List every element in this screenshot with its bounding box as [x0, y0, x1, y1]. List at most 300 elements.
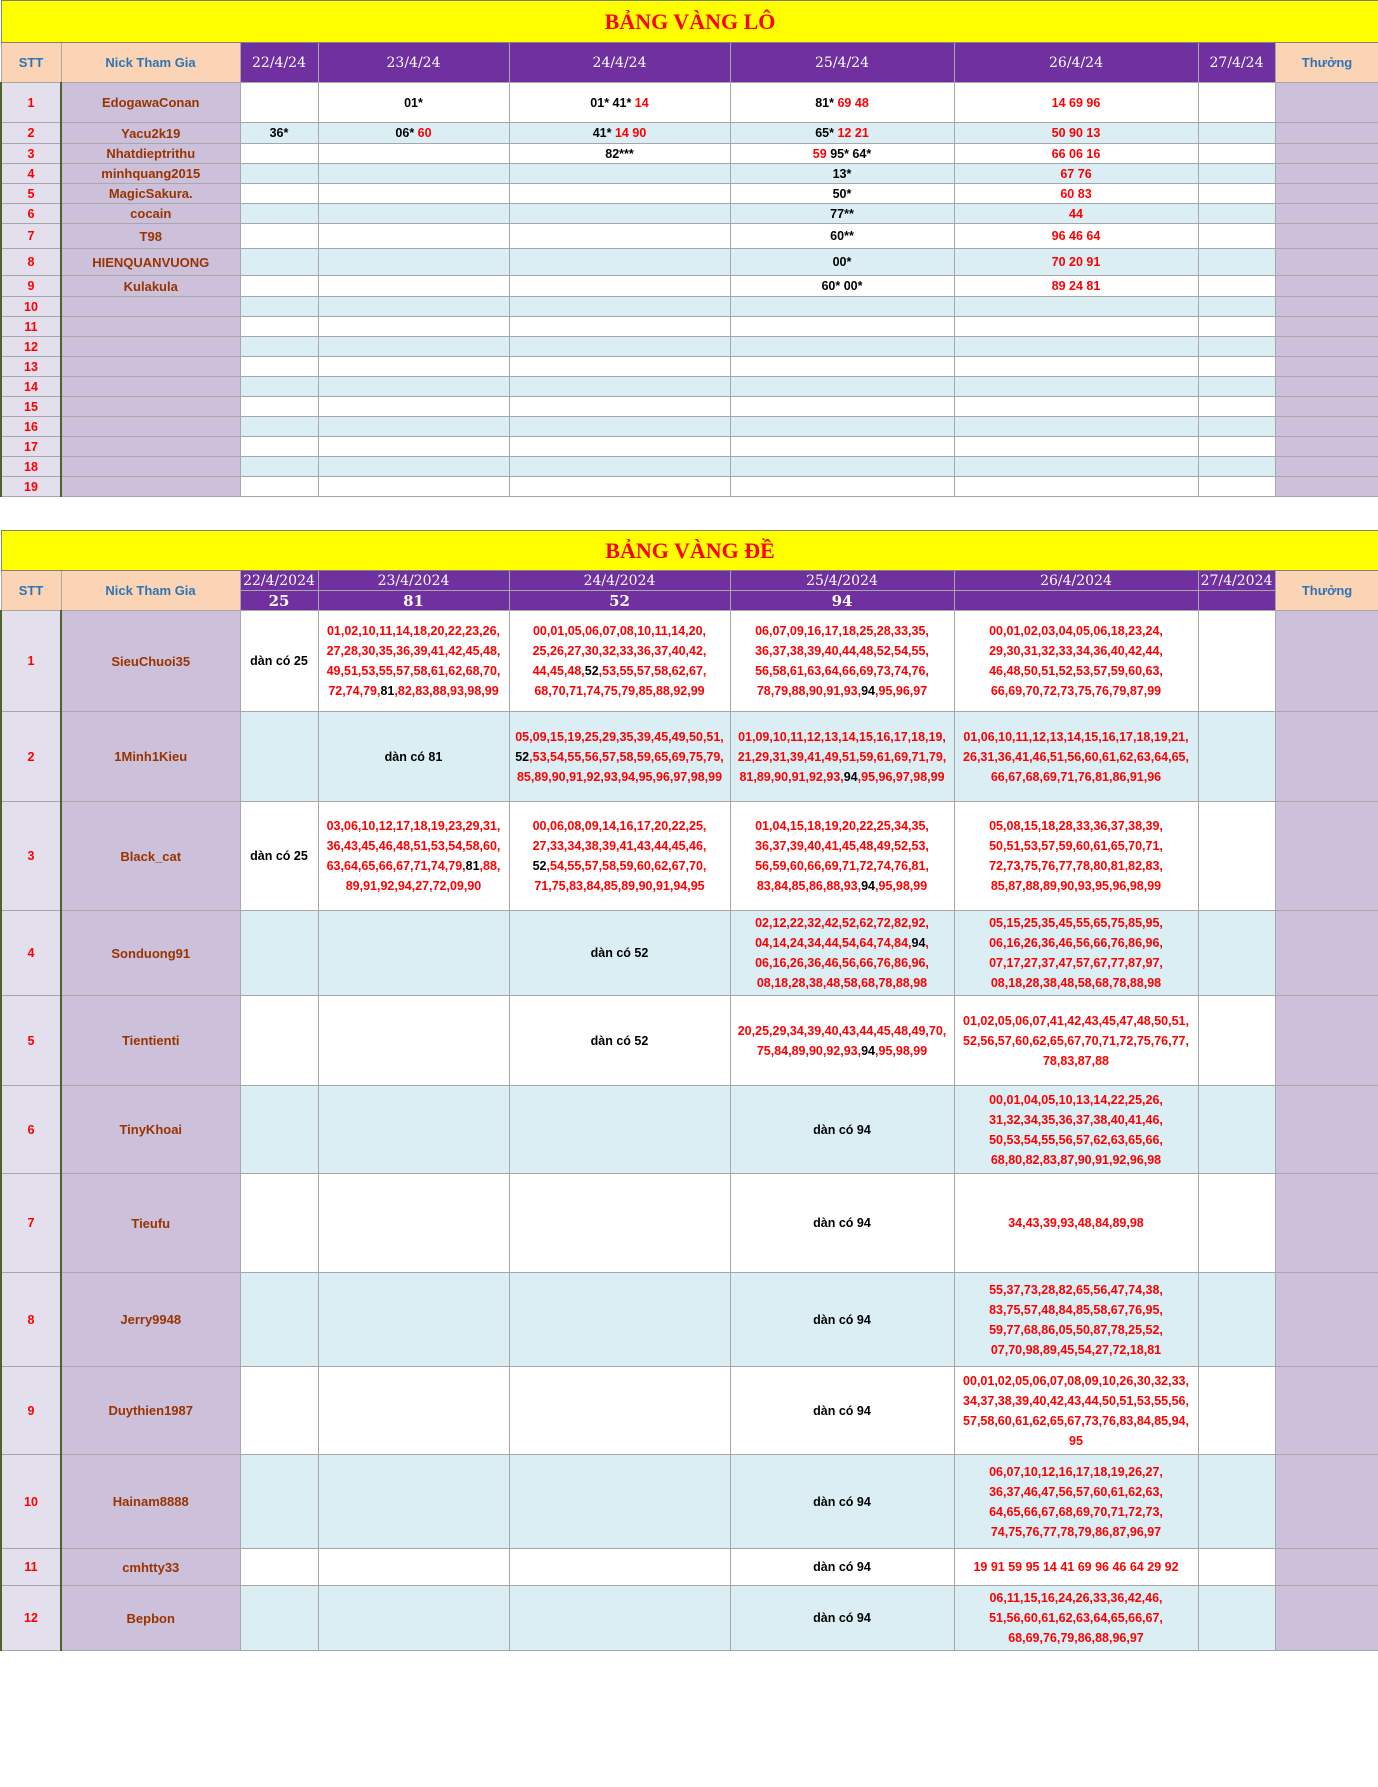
lo-row — [1, 317, 1378, 337]
lo-row-nick — [61, 437, 240, 457]
lo-row-stt: 16 — [1, 417, 61, 437]
lo-cell — [509, 437, 730, 457]
lo-header-date: 22/4/24 — [240, 43, 318, 83]
de-header-nick: Nick Tham Gia — [61, 571, 240, 611]
lo-cell: 01* 41* 14 — [509, 83, 730, 123]
lo-row-reward — [1275, 297, 1378, 317]
lo-cell — [954, 397, 1198, 417]
lo-cell — [240, 337, 318, 357]
lo-cell — [1198, 249, 1275, 276]
de-number-list: 55,37,73,28,82,65,56,47,74,38, 83,75,57,48,84,85,58,67,76,95, 59,77,68,86,05,50,87,78,25,52, 07,70,98,89,45,54,27,72,18,81 — [954, 1273, 1198, 1367]
lo-cell — [318, 184, 509, 204]
lo-cell — [318, 417, 509, 437]
lo-row-stt: 1 — [1, 83, 61, 123]
lo-row — [1, 297, 1378, 317]
de-row-nick: Jerry9948 — [61, 1273, 240, 1367]
lo-row — [1, 437, 1378, 457]
de-number-list: 06,11,15,16,24,26,33,36,42,46, 51,56,60,61,62,63,64,65,66,67, 68,69,76,79,86,88,96,97 — [954, 1586, 1198, 1651]
lo-cell — [509, 357, 730, 377]
lo-cell — [240, 184, 318, 204]
de-number-list: 01,04,15,18,19,20,22,25,34,35, 36,37,39,40,41,45,48,49,52,53, 56,59,60,66,69,71,72,74,76,81, 83,84,85,86,88,93,94,95,98,99 — [730, 802, 954, 911]
de-header-date: 26/4/2024 — [954, 571, 1198, 591]
lo-header-date: 23/4/24 — [318, 43, 509, 83]
lo-cell — [509, 477, 730, 497]
de-dan-label: dàn có 25 — [240, 611, 318, 712]
de-number-list: 05,08,15,18,28,33,36,37,38,39, 50,51,53,57,59,60,61,65,70,71, 72,73,75,76,77,78,80,81,82,83, 85,87,88,89,90,93,95,96,98,99 — [954, 802, 1198, 911]
lo-cell — [318, 249, 509, 276]
lo-row — [1, 276, 1378, 297]
de-empty-cell — [509, 1586, 730, 1651]
de-row — [1, 1086, 1378, 1174]
lo-row-reward — [1275, 144, 1378, 164]
lo-cell — [240, 224, 318, 249]
de-row-reward — [1275, 1586, 1378, 1651]
lo-cell — [1198, 297, 1275, 317]
lo-row-stt: 18 — [1, 457, 61, 477]
lo-row — [1, 204, 1378, 224]
lo-cell: 96 46 64 — [954, 224, 1198, 249]
lo-cell — [509, 204, 730, 224]
de-empty-cell — [318, 1086, 509, 1174]
de-row — [1, 1586, 1378, 1651]
lo-cell: 67 76 — [954, 164, 1198, 184]
lo-row-stt: 3 — [1, 144, 61, 164]
lo-cell: 77** — [730, 204, 954, 224]
de-number-list: 00,01,04,05,10,13,14,22,25,26, 31,32,34,35,36,37,38,40,41,46, 50,53,54,55,56,57,62,63,65,66, 68,80,82,83,87,90,91,92,96,98 — [954, 1086, 1198, 1174]
de-row-nick: Bepbon — [61, 1586, 240, 1651]
de-row-reward — [1275, 996, 1378, 1086]
de-header-date: 25/4/2024 — [730, 571, 954, 591]
lo-row-stt: 17 — [1, 437, 61, 457]
de-row-nick: Tientienti — [61, 996, 240, 1086]
de-empty-cell — [240, 911, 318, 996]
lo-row — [1, 457, 1378, 477]
de-row-reward — [1275, 1174, 1378, 1273]
de-dan-label: dàn có 94 — [730, 1174, 954, 1273]
lo-cell — [318, 377, 509, 397]
de-row — [1, 911, 1378, 996]
de-row-reward — [1275, 802, 1378, 911]
de-row-reward — [1275, 1367, 1378, 1455]
lo-cell — [318, 317, 509, 337]
de-row-reward — [1275, 911, 1378, 996]
lo-cell — [954, 377, 1198, 397]
lo-row — [1, 397, 1378, 417]
lo-row — [1, 184, 1378, 204]
lo-row — [1, 224, 1378, 249]
lo-cell — [1198, 437, 1275, 457]
lo-cell — [1198, 457, 1275, 477]
lo-row-reward — [1275, 357, 1378, 377]
de-empty-cell — [1198, 1086, 1275, 1174]
de-empty-cell — [509, 1549, 730, 1586]
de-number-list: 01,02,05,06,07,41,42,43,45,47,48,50,51, 52,56,57,60,62,65,67,70,71,72,75,76,77, 78,83,87,88 — [954, 996, 1198, 1086]
de-number-list: 06,07,09,16,17,18,25,28,33,35, 36,37,38,39,40,44,48,52,54,55, 56,58,61,63,64,66,69,73,74,76, 78,79,88,90,91,93,94,95,96,97 — [730, 611, 954, 712]
lo-row-nick: Yacu2k19 — [61, 123, 240, 144]
de-number-list: 00,01,05,06,07,08,10,11,14,20, 25,26,27,30,32,33,36,37,40,42, 44,45,48,52,53,55,57,58,62,67, 68,70,71,74,75,79,85,88,92,99 — [509, 611, 730, 712]
lo-row-reward — [1275, 276, 1378, 297]
de-header-date: 22/4/2024 — [240, 571, 318, 591]
lo-cell — [240, 276, 318, 297]
lo-row-stt: 19 — [1, 477, 61, 497]
de-row — [1, 712, 1378, 802]
de-empty-cell — [318, 1586, 509, 1651]
lo-row-reward — [1275, 204, 1378, 224]
lo-cell — [730, 357, 954, 377]
lo-cell — [240, 397, 318, 417]
de-empty-cell — [318, 1273, 509, 1367]
de-number-list: 34,43,39,93,48,84,89,98 — [954, 1174, 1198, 1273]
lo-row — [1, 377, 1378, 397]
de-header-date: 27/4/2024 — [1198, 571, 1275, 591]
de-row-reward — [1275, 1273, 1378, 1367]
lo-cell — [730, 437, 954, 457]
lo-title: BẢNG VÀNG LÔ — [1, 1, 1378, 43]
de-number-list: 01,06,10,11,12,13,14,15,16,17,18,19,21, 26,31,36,41,46,51,56,60,61,62,63,64,65, 66,67,68,69,71,76,81,86,91,96 — [954, 712, 1198, 802]
lo-cell — [318, 357, 509, 377]
lo-cell — [1198, 317, 1275, 337]
lo-cell — [730, 457, 954, 477]
lo-header-reward: Thưởng — [1275, 43, 1378, 83]
lo-cell — [1198, 164, 1275, 184]
lo-cell: 13* — [730, 164, 954, 184]
lo-row-nick: Kulakula — [61, 276, 240, 297]
de-row-nick: cmhtty33 — [61, 1549, 240, 1586]
de-row-stt: 8 — [1, 1273, 61, 1367]
de-row — [1, 1455, 1378, 1549]
lo-cell — [730, 317, 954, 337]
lo-cell: 81* 69 48 — [730, 83, 954, 123]
lo-cell — [318, 297, 509, 317]
de-row-reward — [1275, 1549, 1378, 1586]
de-empty-cell — [240, 1273, 318, 1367]
lo-header-date: 26/4/24 — [954, 43, 1198, 83]
lo-cell — [318, 337, 509, 357]
de-table — [0, 530, 1378, 1651]
lo-cell — [509, 224, 730, 249]
lo-row — [1, 144, 1378, 164]
lo-row — [1, 417, 1378, 437]
de-empty-cell — [240, 1174, 318, 1273]
de-number-list: 00,01,02,05,06,07,08,09,10,26,30,32,33, 34,37,38,39,40,42,43,44,50,51,53,55,56, 57,58,60,61,62,65,67,73,76,83,84,85,94, 95 — [954, 1367, 1198, 1455]
de-row-reward — [1275, 712, 1378, 802]
lo-cell — [954, 477, 1198, 497]
lo-cell — [318, 224, 509, 249]
de-number-list: 02,12,22,32,42,52,62,72,82,92, 04,14,24,34,44,54,64,74,84,94, 06,16,26,36,46,56,66,76,86,96, 08,18,28,38,48,58,68,78,88,98 — [730, 911, 954, 996]
de-number-list: 01,02,10,11,14,18,20,22,23,26, 27,28,30,35,36,39,41,42,45,48, 49,51,53,55,57,58,61,62,68,70, 72,74,79,81,82,83,88,93,98,99 — [318, 611, 509, 712]
lo-cell — [240, 249, 318, 276]
lo-cell — [240, 437, 318, 457]
de-header-stt: STT — [1, 571, 61, 611]
lo-cell — [240, 357, 318, 377]
lo-row-nick — [61, 417, 240, 437]
lo-row — [1, 357, 1378, 377]
lo-cell — [730, 337, 954, 357]
de-row — [1, 1273, 1378, 1367]
de-empty-cell — [1198, 712, 1275, 802]
de-row-reward — [1275, 1086, 1378, 1174]
lo-row — [1, 477, 1378, 497]
de-row-nick: Black_cat — [61, 802, 240, 911]
lo-cell — [318, 457, 509, 477]
de-empty-cell — [509, 1086, 730, 1174]
de-dan-label: dàn có 81 — [318, 712, 509, 802]
lo-row-nick — [61, 397, 240, 417]
de-result: 25 — [240, 591, 318, 611]
lo-cell — [240, 457, 318, 477]
de-row-stt: 12 — [1, 1586, 61, 1651]
de-row-nick: Sonduong91 — [61, 911, 240, 996]
de-row-stt: 11 — [1, 1549, 61, 1586]
de-empty-cell — [1198, 1455, 1275, 1549]
lo-cell — [318, 144, 509, 164]
de-empty-cell — [240, 1367, 318, 1455]
lo-row-nick — [61, 357, 240, 377]
de-empty-cell — [240, 996, 318, 1086]
lo-row-stt: 12 — [1, 337, 61, 357]
lo-row-stt: 2 — [1, 123, 61, 144]
lo-row-reward — [1275, 317, 1378, 337]
de-empty-cell — [1198, 1367, 1275, 1455]
lo-row-reward — [1275, 457, 1378, 477]
de-empty-cell — [318, 996, 509, 1086]
lo-cell — [954, 457, 1198, 477]
de-empty-cell — [318, 1455, 509, 1549]
de-empty-cell — [1198, 611, 1275, 712]
lo-cell — [318, 477, 509, 497]
lo-row-reward — [1275, 397, 1378, 417]
de-row-stt: 10 — [1, 1455, 61, 1549]
de-dan-label: dàn có 94 — [730, 1586, 954, 1651]
lo-cell — [1198, 184, 1275, 204]
de-row-stt: 9 — [1, 1367, 61, 1455]
lo-row-nick: T98 — [61, 224, 240, 249]
lo-header-nick: Nick Tham Gia — [61, 43, 240, 83]
lo-row-nick: EdogawaConan — [61, 83, 240, 123]
de-row-nick: SieuChuoi35 — [61, 611, 240, 712]
lo-row-stt: 8 — [1, 249, 61, 276]
lo-row — [1, 164, 1378, 184]
lo-cell: 60* 00* — [730, 276, 954, 297]
lo-cell: 50* — [730, 184, 954, 204]
de-row-reward — [1275, 611, 1378, 712]
de-empty-cell — [1198, 1549, 1275, 1586]
lo-row-nick: Nhatdieptrithu — [61, 144, 240, 164]
lo-cell — [240, 144, 318, 164]
lo-cell — [1198, 357, 1275, 377]
lo-cell — [240, 317, 318, 337]
lo-header-date: 25/4/24 — [730, 43, 954, 83]
lo-row-nick: MagicSakura. — [61, 184, 240, 204]
lo-cell: 50 90 13 — [954, 123, 1198, 144]
de-row-nick: Duythien1987 — [61, 1367, 240, 1455]
lo-cell: 60** — [730, 224, 954, 249]
de-dan-label: dàn có 94 — [730, 1273, 954, 1367]
lo-cell — [730, 417, 954, 437]
lo-cell — [1198, 397, 1275, 417]
de-empty-cell — [240, 1455, 318, 1549]
de-row-nick: Hainam8888 — [61, 1455, 240, 1549]
de-dan-label: dàn có 94 — [730, 1455, 954, 1549]
de-dan-label: dàn có 52 — [509, 996, 730, 1086]
de-row-stt: 4 — [1, 911, 61, 996]
lo-cell — [954, 337, 1198, 357]
lo-cell — [954, 317, 1198, 337]
lo-cell — [1198, 337, 1275, 357]
de-row — [1, 1367, 1378, 1455]
lo-cell — [1198, 377, 1275, 397]
lo-cell: 41* 14 90 — [509, 123, 730, 144]
lo-cell — [509, 457, 730, 477]
lo-row-stt: 11 — [1, 317, 61, 337]
lo-cell: 06* 60 — [318, 123, 509, 144]
lo-row-stt: 4 — [1, 164, 61, 184]
lo-row-nick — [61, 457, 240, 477]
lo-row-reward — [1275, 377, 1378, 397]
lo-row-nick — [61, 297, 240, 317]
lo-cell: 01* — [318, 83, 509, 123]
de-title: BẢNG VÀNG ĐỀ — [1, 531, 1378, 571]
lo-cell — [509, 276, 730, 297]
lo-cell — [1198, 83, 1275, 123]
de-dan-label: dàn có 52 — [509, 911, 730, 996]
lo-cell: 89 24 81 — [954, 276, 1198, 297]
de-empty-cell — [509, 1273, 730, 1367]
lo-row-nick — [61, 337, 240, 357]
de-row-reward — [1275, 1455, 1378, 1549]
de-empty-cell — [240, 1086, 318, 1174]
lo-cell: 36* — [240, 123, 318, 144]
de-row-stt: 2 — [1, 712, 61, 802]
lo-row — [1, 249, 1378, 276]
lo-cell: 44 — [954, 204, 1198, 224]
lo-cell — [509, 184, 730, 204]
lo-cell — [318, 437, 509, 457]
de-dan-label: dàn có 94 — [730, 1549, 954, 1586]
lo-row-stt: 6 — [1, 204, 61, 224]
lo-row-nick: HIENQUANVUONG — [61, 249, 240, 276]
lo-cell — [730, 377, 954, 397]
lo-row-reward — [1275, 123, 1378, 144]
lo-cell — [1198, 144, 1275, 164]
de-empty-cell — [318, 1367, 509, 1455]
lo-cell: 14 69 96 — [954, 83, 1198, 123]
lo-row-reward — [1275, 437, 1378, 457]
lo-row-nick — [61, 477, 240, 497]
de-empty-cell — [1198, 1273, 1275, 1367]
lo-cell — [509, 317, 730, 337]
lo-cell — [1198, 123, 1275, 144]
de-number-list: 00,06,08,09,14,16,17,20,22,25, 27,33,34,38,39,41,43,44,45,46, 52,54,55,57,58,59,60,62,67,70, 71,75,83,84,85,89,90,91,94,95 — [509, 802, 730, 911]
lo-cell — [240, 377, 318, 397]
de-number-list: 05,09,15,19,25,29,35,39,45,49,50,51, 52,53,54,55,56,57,58,59,65,69,75,79, 85,89,90,91,92,93,94,95,96,97,98,99 — [509, 712, 730, 802]
de-empty-cell — [240, 1586, 318, 1651]
lo-row-stt: 15 — [1, 397, 61, 417]
de-empty-cell — [1198, 1174, 1275, 1273]
de-number-list: 00,01,02,03,04,05,06,18,23,24, 29,30,31,32,33,34,36,40,42,44, 46,48,50,51,52,53,57,59,60,63, 66,69,70,72,73,75,76,79,87,99 — [954, 611, 1198, 712]
lo-cell: 59 95* 64* — [730, 144, 954, 164]
de-row-nick: 1Minh1Kieu — [61, 712, 240, 802]
lo-cell: 82*** — [509, 144, 730, 164]
lo-cell — [318, 204, 509, 224]
lo-row-reward — [1275, 417, 1378, 437]
lo-cell — [1198, 276, 1275, 297]
lo-cell — [730, 477, 954, 497]
de-dan-label: dàn có 94 — [730, 1367, 954, 1455]
de-row — [1, 1174, 1378, 1273]
de-empty-cell — [509, 1367, 730, 1455]
de-empty-cell — [1198, 1586, 1275, 1651]
lo-cell — [509, 417, 730, 437]
lo-cell: 66 06 16 — [954, 144, 1198, 164]
de-number-list: 03,06,10,12,17,18,19,23,29,31, 36,43,45,46,48,51,53,54,58,60, 63,64,65,66,67,71,74,79,81,88, 89,91,92,94,27,72,09,90 — [318, 802, 509, 911]
lo-header-date: 27/4/24 — [1198, 43, 1275, 83]
lo-cell: 00* — [730, 249, 954, 276]
lo-cell — [954, 417, 1198, 437]
de-row-stt: 5 — [1, 996, 61, 1086]
de-empty-cell — [240, 712, 318, 802]
de-dan-label: dàn có 94 — [730, 1086, 954, 1174]
de-result — [954, 591, 1198, 611]
de-row-nick: Tieufu — [61, 1174, 240, 1273]
lo-cell — [509, 397, 730, 417]
de-row-stt: 6 — [1, 1086, 61, 1174]
de-result: 52 — [509, 591, 730, 611]
lo-cell — [1198, 417, 1275, 437]
de-empty-cell — [509, 1174, 730, 1273]
lo-table — [0, 0, 1378, 497]
de-dan-label: dàn có 25 — [240, 802, 318, 911]
de-row — [1, 802, 1378, 911]
de-row — [1, 996, 1378, 1086]
lo-row-reward — [1275, 224, 1378, 249]
lo-cell — [509, 249, 730, 276]
de-row-stt: 3 — [1, 802, 61, 911]
lo-cell — [730, 297, 954, 317]
lo-row — [1, 337, 1378, 357]
lo-cell — [954, 297, 1198, 317]
lo-row-reward — [1275, 337, 1378, 357]
de-row — [1, 1549, 1378, 1586]
de-number-list: 20,25,29,34,39,40,43,44,45,48,49,70, 75,84,89,90,92,93,94,95,98,99 — [730, 996, 954, 1086]
lo-cell — [240, 477, 318, 497]
de-empty-cell — [318, 1549, 509, 1586]
lo-row-stt: 13 — [1, 357, 61, 377]
de-row-stt: 1 — [1, 611, 61, 712]
lo-cell — [318, 276, 509, 297]
de-number-list: 19 91 59 95 14 41 69 96 46 64 29 92 — [954, 1549, 1198, 1586]
lo-cell — [730, 397, 954, 417]
lo-row — [1, 123, 1378, 144]
lo-cell — [240, 83, 318, 123]
lo-row-reward — [1275, 184, 1378, 204]
de-header-date: 23/4/2024 — [318, 571, 509, 591]
lo-cell — [318, 397, 509, 417]
lo-row-nick — [61, 317, 240, 337]
de-number-list: 05,15,25,35,45,55,65,75,85,95, 06,16,26,36,46,56,66,76,86,96, 07,17,27,37,47,57,67,77,87,97, 08,18,28,38,48,58,68,78,88,98 — [954, 911, 1198, 996]
lo-cell — [509, 377, 730, 397]
de-empty-cell — [1198, 996, 1275, 1086]
lo-header-stt: STT — [1, 43, 61, 83]
lo-cell: 60 83 — [954, 184, 1198, 204]
lo-header-date: 24/4/24 — [509, 43, 730, 83]
lo-cell: 65* 12 21 — [730, 123, 954, 144]
lo-row-stt: 7 — [1, 224, 61, 249]
lo-cell — [240, 417, 318, 437]
lo-cell — [954, 437, 1198, 457]
lo-cell — [1198, 224, 1275, 249]
lo-row-nick: cocain — [61, 204, 240, 224]
